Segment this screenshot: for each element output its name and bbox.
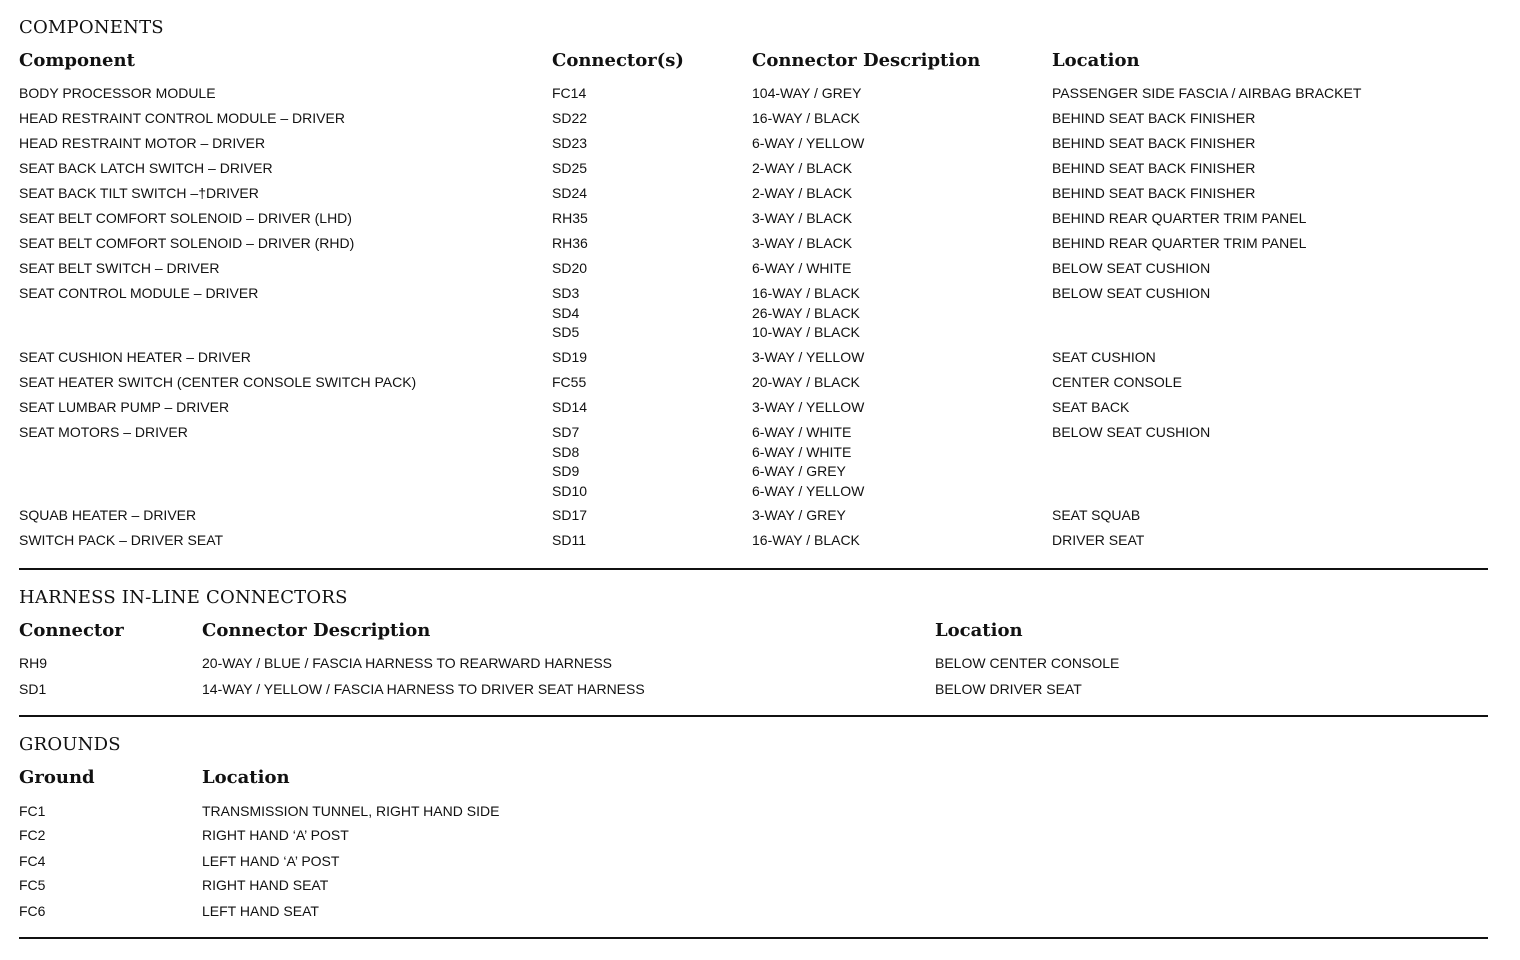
harness-header-description: Connector Description — [202, 620, 431, 641]
component-location: BELOW SEAT CUSHION — [1052, 285, 1211, 301]
component-name: SEAT CONTROL MODULE – DRIVER — [19, 285, 259, 301]
component-location: BELOW SEAT CUSHION — [1052, 260, 1211, 276]
component-connectors: FC55 — [552, 374, 587, 390]
component-connectors: SD19 — [552, 349, 588, 365]
component-location: BEHIND SEAT BACK FINISHER — [1052, 160, 1256, 176]
grounds-section-title: GROUNDS — [19, 734, 121, 755]
component-connectors: SD11 — [552, 532, 586, 548]
component-connectors: SD25 — [552, 160, 588, 176]
component-location: SEAT SQUAB — [1052, 507, 1141, 523]
harness-header-location: Location — [935, 620, 1023, 641]
component-location: BEHIND SEAT BACK FINISHER — [1052, 110, 1256, 126]
ground-id: FC2 — [19, 827, 46, 843]
component-location: BEHIND SEAT BACK FINISHER — [1052, 135, 1256, 151]
component-connectors: FC14 — [552, 85, 587, 101]
component-connector-description: 3-WAY / GREY — [752, 507, 846, 523]
component-connector-description: 16-WAY / BLACK — [752, 532, 860, 548]
component-location: BEHIND REAR QUARTER TRIM PANEL — [1052, 235, 1307, 251]
component-name: SWITCH PACK – DRIVER SEAT — [19, 532, 224, 548]
ground-location: RIGHT HAND SEAT — [202, 877, 329, 893]
section-divider — [19, 568, 1488, 570]
component-connector-description: 3-WAY / BLACK — [752, 210, 853, 226]
component-connectors: SD3 SD4 SD5 — [552, 285, 580, 340]
component-connector-description: 20-WAY / BLACK — [752, 374, 860, 390]
components-header-component: Component — [19, 50, 135, 71]
component-connector-description: 16-WAY / BLACK 26-WAY / BLACK 10-WAY / BLACK — [752, 285, 860, 340]
harness-location: BELOW DRIVER SEAT — [935, 681, 1082, 697]
component-location: DRIVER SEAT — [1052, 532, 1145, 548]
harness-connector: RH9 — [19, 655, 48, 671]
component-name: SEAT BELT SWITCH – DRIVER — [19, 260, 220, 276]
ground-location: RIGHT HAND ‘A’ POST — [202, 827, 349, 843]
harness-section-title: HARNESS IN-LINE CONNECTORS — [19, 587, 348, 608]
components-header-connectors: Connector(s) — [552, 50, 684, 71]
component-connector-description: 104-WAY / GREY — [752, 85, 862, 101]
component-connectors: SD24 — [552, 185, 588, 201]
component-name: BODY PROCESSOR MODULE — [19, 85, 216, 101]
component-connectors: SD7 SD8 SD9 SD10 — [552, 424, 588, 499]
component-name: SEAT LUMBAR PUMP – DRIVER — [19, 399, 230, 415]
component-connectors: SD14 — [552, 399, 588, 415]
component-connector-description: 16-WAY / BLACK — [752, 110, 860, 126]
grounds-header-ground: Ground — [19, 767, 95, 788]
ground-location: LEFT HAND ‘A’ POST — [202, 853, 340, 869]
component-location: BEHIND SEAT BACK FINISHER — [1052, 185, 1256, 201]
component-name: SEAT BACK LATCH SWITCH – DRIVER — [19, 160, 273, 176]
component-connectors: SD20 — [552, 260, 588, 276]
component-connector-description: 6-WAY / WHITE 6-WAY / WHITE 6-WAY / GREY 6-WAY / YELLOW — [752, 424, 865, 499]
component-name: SEAT HEATER SWITCH (CENTER CONSOLE SWITCH PACK) — [19, 374, 417, 390]
ground-id: FC5 — [19, 877, 46, 893]
harness-location: BELOW CENTER CONSOLE — [935, 655, 1120, 671]
component-location: BEHIND REAR QUARTER TRIM PANEL — [1052, 210, 1307, 226]
component-location: CENTER CONSOLE — [1052, 374, 1182, 390]
component-connectors: SD23 — [552, 135, 588, 151]
component-connector-description: 3-WAY / BLACK — [752, 235, 853, 251]
component-connector-description: 2-WAY / BLACK — [752, 160, 853, 176]
component-connector-description: 6-WAY / YELLOW — [752, 135, 865, 151]
ground-id: FC1 — [19, 803, 46, 819]
ground-id: FC6 — [19, 903, 46, 919]
harness-description: 20-WAY / BLUE / FASCIA HARNESS TO REARWARD HARNESS — [202, 655, 612, 671]
component-connectors: RH35 — [552, 210, 588, 226]
component-location: PASSENGER SIDE FASCIA / AIRBAG BRACKET — [1052, 85, 1362, 101]
component-connector-description: 3-WAY / YELLOW — [752, 349, 865, 365]
component-connectors: SD17 — [552, 507, 588, 523]
section-divider — [19, 715, 1488, 717]
components-header-description: Connector Description — [752, 50, 981, 71]
component-connector-description: 2-WAY / BLACK — [752, 185, 853, 201]
component-name: SEAT BELT COMFORT SOLENOID – DRIVER (RHD) — [19, 235, 355, 251]
components-header-location: Location — [1052, 50, 1140, 71]
harness-header-connector: Connector — [19, 620, 124, 641]
component-location: BELOW SEAT CUSHION — [1052, 424, 1211, 440]
ground-location: LEFT HAND SEAT — [202, 903, 319, 919]
components-section-title: COMPONENTS — [19, 17, 164, 38]
harness-connector: SD1 — [19, 681, 47, 697]
section-divider — [19, 937, 1488, 939]
ground-location: TRANSMISSION TUNNEL, RIGHT HAND SIDE — [202, 803, 500, 819]
component-name: SEAT BELT COMFORT SOLENOID – DRIVER (LHD) — [19, 210, 352, 226]
grounds-header-location: Location — [202, 767, 290, 788]
component-connectors: RH36 — [552, 235, 588, 251]
component-connector-description: 6-WAY / WHITE — [752, 260, 852, 276]
ground-id: FC4 — [19, 853, 46, 869]
component-name: SEAT CUSHION HEATER – DRIVER — [19, 349, 251, 365]
component-location: SEAT BACK — [1052, 399, 1130, 415]
component-name: SEAT BACK TILT SWITCH –†DRIVER — [19, 185, 259, 201]
component-name: HEAD RESTRAINT MOTOR – DRIVER — [19, 135, 266, 151]
component-name: HEAD RESTRAINT CONTROL MODULE – DRIVER — [19, 110, 345, 126]
component-connectors: SD22 — [552, 110, 588, 126]
component-name: SEAT MOTORS – DRIVER — [19, 424, 188, 440]
component-name: SQUAB HEATER – DRIVER — [19, 507, 197, 523]
component-connector-description: 3-WAY / YELLOW — [752, 399, 865, 415]
component-location: SEAT CUSHION — [1052, 349, 1156, 365]
harness-description: 14-WAY / YELLOW / FASCIA HARNESS TO DRIVER SEAT HARNESS — [202, 681, 645, 697]
